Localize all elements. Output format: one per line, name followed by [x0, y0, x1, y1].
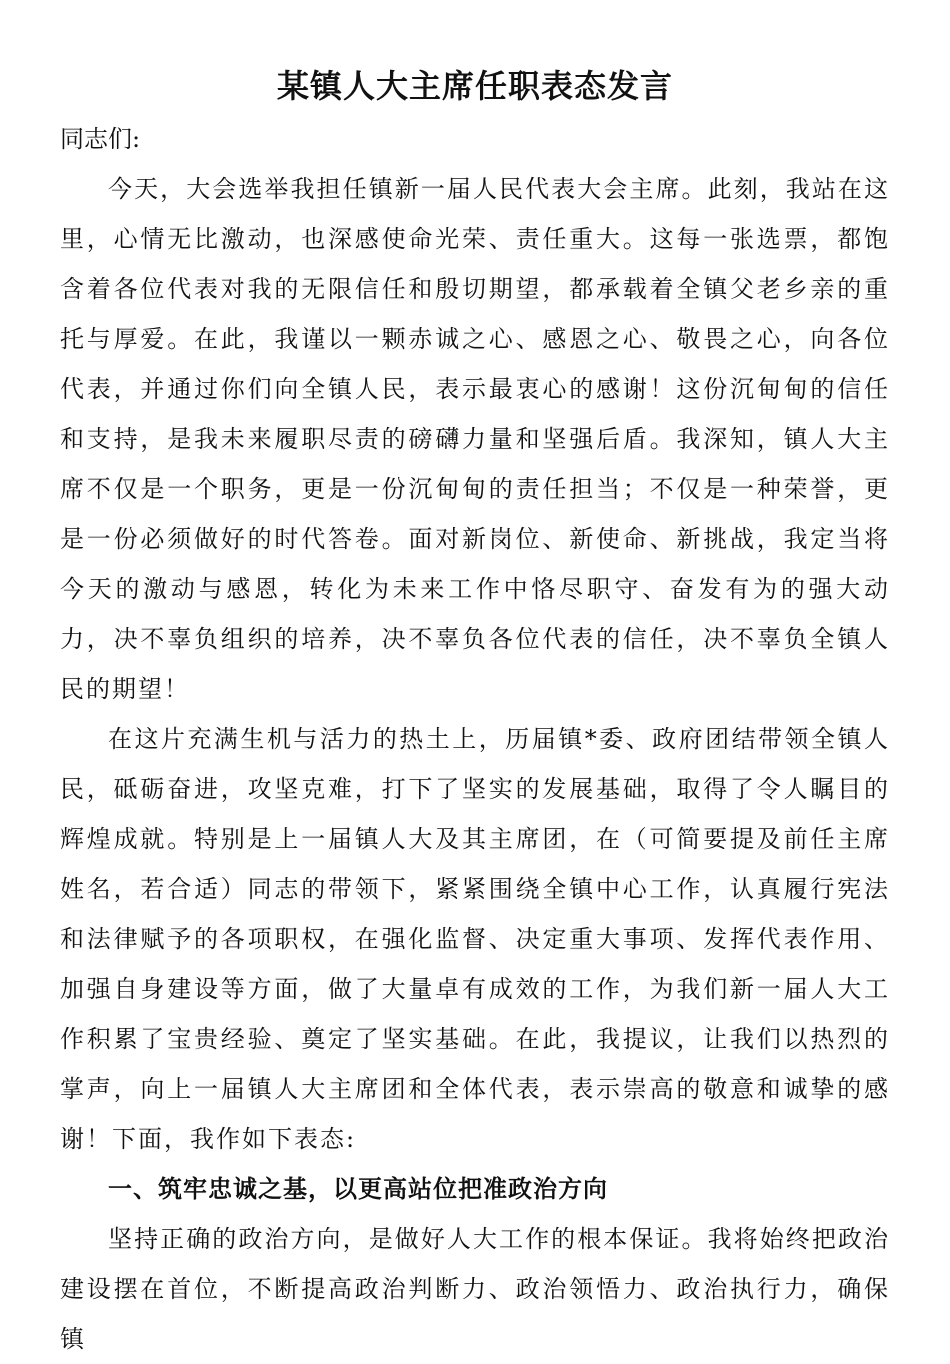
document-page	[60, 58, 890, 1364]
section-heading-1: 一、筑牢忠诚之基，以更高站位把准政治方向	[108, 1175, 608, 1203]
section-1-paragraph: 坚持正确的政治方向，是做好人大工作的根本保证。我将始终把政治建设摆在首位，不断提高政治判断力、政治领悟力、政治执行力，确保镇	[60, 1225, 890, 1353]
document-title: 某镇人大主席任职表态发言	[276, 67, 673, 105]
paragraph-thanks: 今天，大会选举我担任镇新一届人民代表大会主席。此刻，我站在这里，心情无比激动，也深感使命光荣、责任重大。这每一张选票，都饱含着各位代表对我的无限信任和殷切期望，都承载着全镇父老乡亲的重托与厚爱。在此，我谨以一颗赤诚之心、感恩之心、敬畏之心，向各位代表，并通过你们向全镇人民，表示最衷心的感谢！这份沉甸甸的信任和支持，是我未来履职尽责的磅礴力量和坚强后盾。我深知，镇人大主席不仅是一个职务，更是一份沉甸甸的责任担当；不仅是一种荣誉，更是一份必须做好的时代答卷。面对新岗位、新使命、新挑战，我定当将今天的激动与感恩，转化为未来工作中恪尽职守、奋发有为的强大动力，决不辜负组织的培养，决不辜负各位代表的信任，决不辜负全镇人民的期望！	[60, 175, 890, 703]
paragraph-predecessors: 在这片充满生机与活力的热土上，历届镇*委、政府团结带领全镇人民，砥砺奋进，攻坚克难，打下了坚实的发展基础，取得了令人瞩目的辉煌成就。特别是上一届镇人大及其主席团，在（可简要提及前任主席姓名，若合适）同志的带领下，紧紧围绕全镇中心工作，认真履行宪法和法律赋予的各项职权，在强化监督、决定重大事项、发挥代表作用、加强自身建设等方面，做了大量卓有成效的工作，为我们新一届人大工作积累了宝贵经验、奠定了坚实基础。在此，我提议，让我们以热烈的掌声，向上一届镇人大主席团和全体代表，表示崇高的敬意和诚挚的感谢！下面，我作如下表态:	[60, 725, 890, 1153]
salutation: 同志们:	[60, 125, 141, 153]
